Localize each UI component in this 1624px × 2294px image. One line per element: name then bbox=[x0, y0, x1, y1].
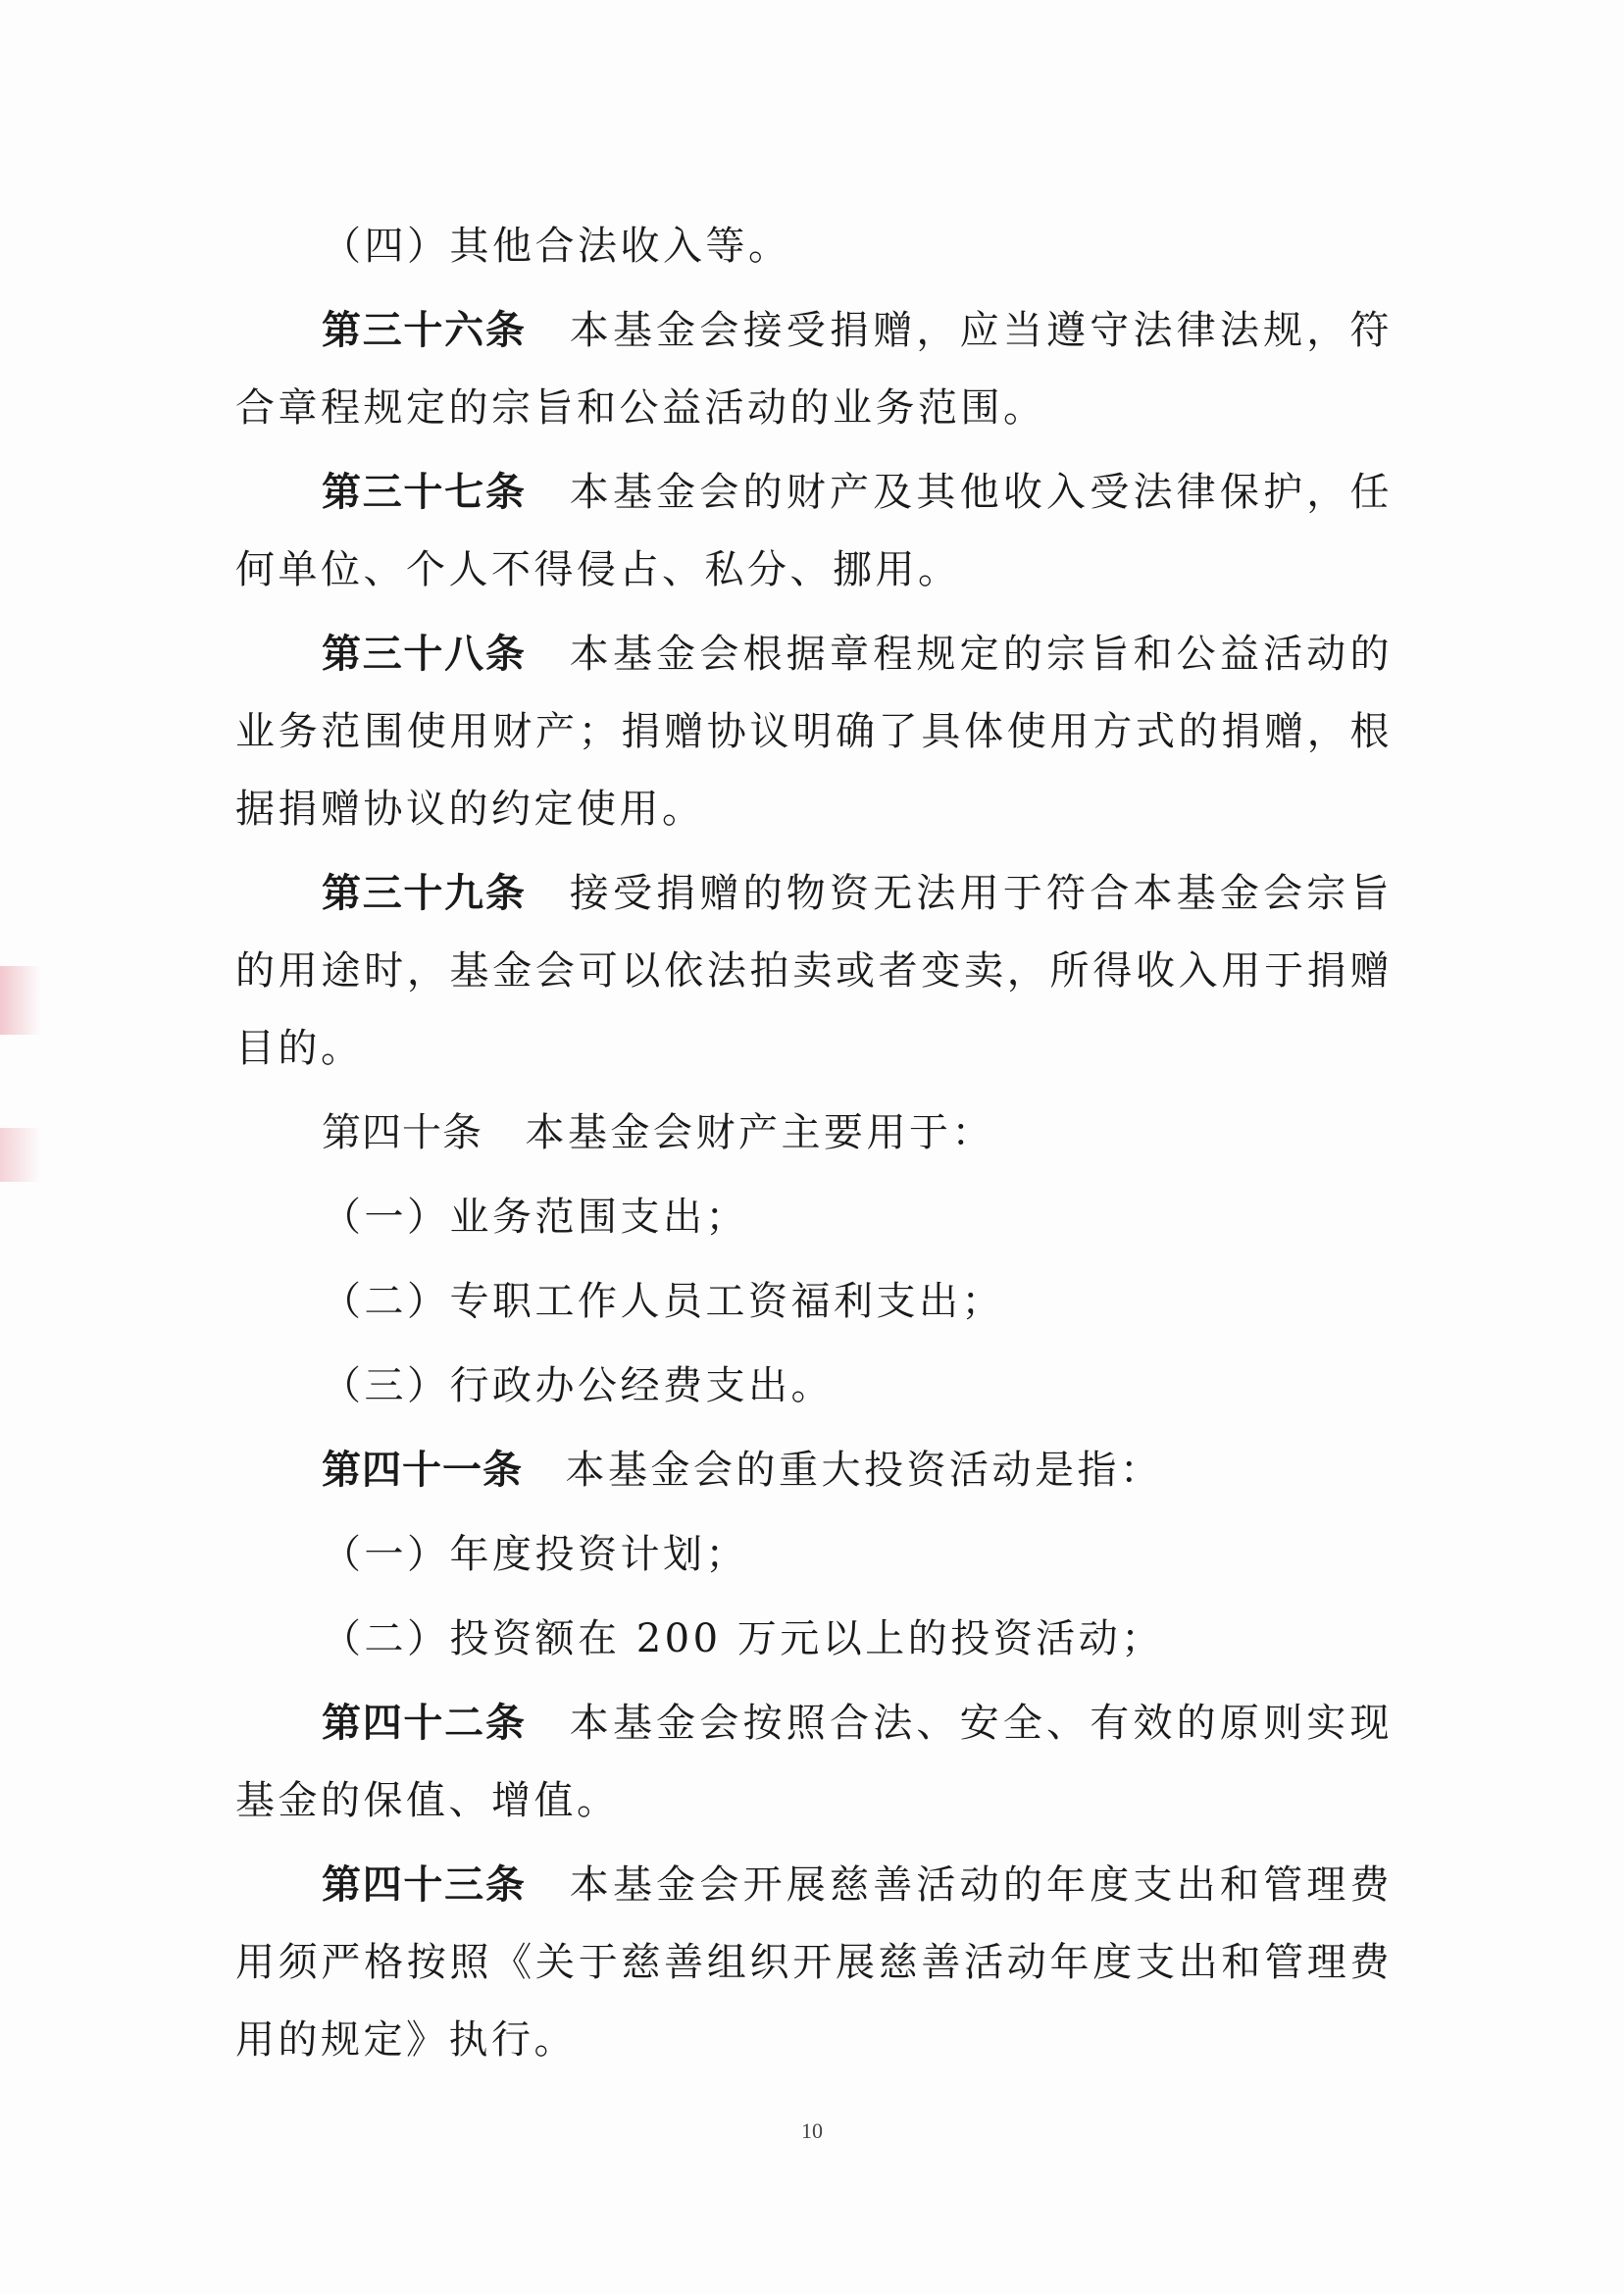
paragraph-text: 接受捐赠的物资无法用于符合本基金会宗旨的用途时，基金会可以依法拍卖或者变卖，所得收入用于捐赠目的。 bbox=[235, 871, 1394, 1071]
paragraph-text: （四）其他合法收入等。 bbox=[322, 224, 791, 269]
paragraph bbox=[235, 616, 1393, 848]
article-number: 第四十条 bbox=[322, 1110, 482, 1155]
paragraph-text: （一）年度投资计划； bbox=[322, 1532, 748, 1577]
article-number: 第三十八条 bbox=[322, 632, 527, 677]
paragraph bbox=[235, 1601, 1393, 1678]
paragraph-text: 本基金会根据章程规定的宗旨和公益活动的业务范围使用财产；捐赠协议明确了具体使用方式的捐赠，根据捐赠协议的约定使用。 bbox=[235, 632, 1394, 832]
page-number: 10 bbox=[801, 2118, 823, 2143]
paragraph bbox=[235, 292, 1393, 447]
paragraph-text: （二）专职工作人员工资福利支出； bbox=[322, 1279, 1004, 1324]
paragraph bbox=[235, 454, 1393, 609]
paragraph bbox=[235, 1095, 1393, 1172]
paragraph bbox=[235, 1685, 1393, 1840]
paragraph bbox=[235, 1847, 1393, 2079]
paragraph bbox=[235, 1179, 1393, 1256]
article-number: 第三十九条 bbox=[322, 871, 527, 916]
paragraph bbox=[235, 855, 1393, 1088]
document-body bbox=[235, 208, 1393, 2086]
article-number: 第四十三条 bbox=[322, 1862, 527, 1908]
paragraph-text: 本基金会的财产及其他收入受法律保护，任何单位、个人不得侵占、私分、挪用。 bbox=[235, 470, 1394, 592]
paragraph bbox=[235, 1348, 1393, 1425]
paragraph-text: 本基金会财产主要用于： bbox=[525, 1110, 994, 1155]
paragraph-text: （二）投资额在 200 万元以上的投资活动； bbox=[322, 1616, 1164, 1661]
paragraph bbox=[235, 1263, 1393, 1341]
paragraph-text: 本基金会按照合法、安全、有效的原则实现基金的保值、增值。 bbox=[235, 1701, 1394, 1823]
paragraph bbox=[235, 208, 1393, 285]
paragraph-text: （一）业务范围支出； bbox=[322, 1195, 748, 1240]
paragraph-text: 本基金会开展慈善活动的年度支出和管理费用须严格按照《关于慈善组织开展慈善活动年度支出和管理费用的规定》执行。 bbox=[235, 1862, 1394, 2063]
paragraph-text: （三）行政办公经费支出。 bbox=[322, 1363, 834, 1408]
article-number: 第三十六条 bbox=[322, 308, 527, 353]
paragraph-text: 本基金会的重大投资活动是指： bbox=[565, 1448, 1163, 1493]
article-number: 第四十一条 bbox=[322, 1448, 523, 1493]
article-number: 第三十七条 bbox=[322, 470, 527, 515]
binding-stamp-mark bbox=[0, 1128, 41, 1182]
paragraph bbox=[235, 1432, 1393, 1509]
binding-stamp-mark bbox=[0, 966, 41, 1035]
paragraph bbox=[235, 1516, 1393, 1594]
paragraph-text: 本基金会接受捐赠，应当遵守法律法规，符合章程规定的宗旨和公益活动的业务范围。 bbox=[235, 308, 1394, 431]
article-number: 第四十二条 bbox=[322, 1701, 527, 1746]
